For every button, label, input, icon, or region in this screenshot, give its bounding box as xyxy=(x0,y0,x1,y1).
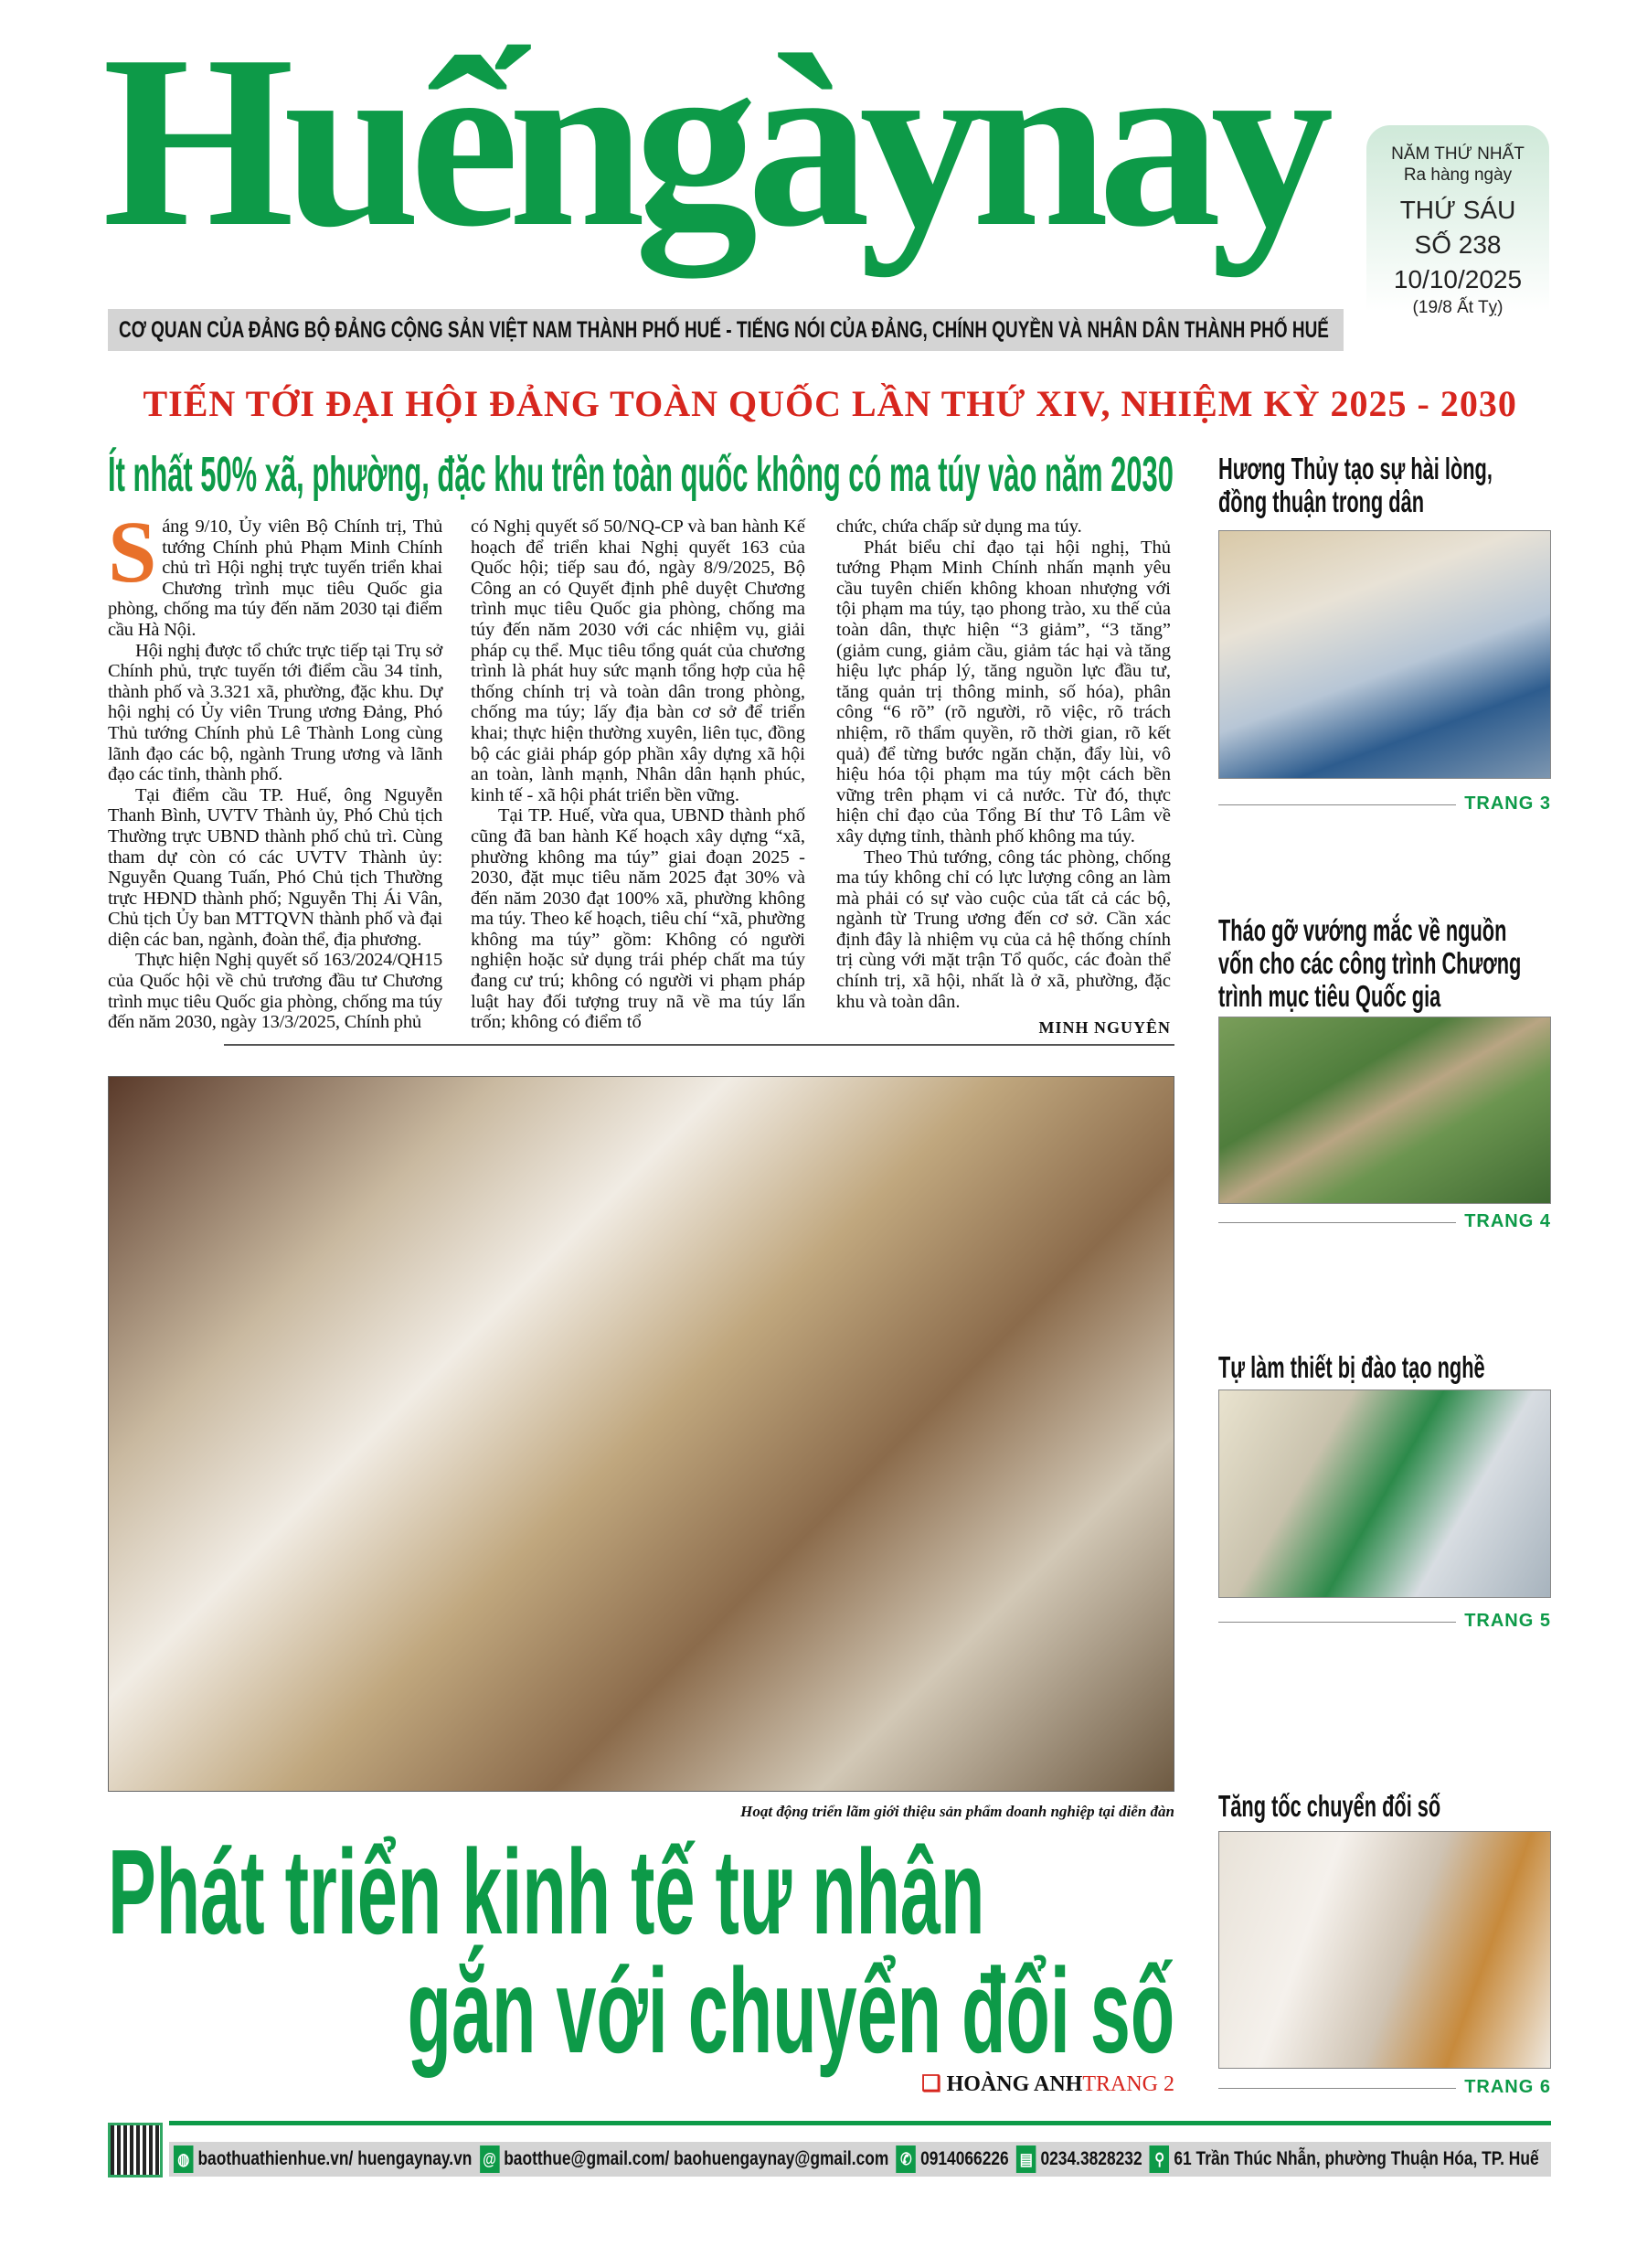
sidebar-page-link-4[interactable]: TRANG 4 xyxy=(1218,1211,1551,1233)
supertitle-text: TIẾN TỚI ĐẠI HỘI ĐẢNG TOÀN QUỐC LẦN THỨ XIV, NHIỆM KỲ 2025 - 2030 xyxy=(143,383,1517,424)
globe-icon: ◍ xyxy=(174,2146,194,2173)
footer-address: 61 Trần Thúc Nhẫn, phường Thuận Hóa, TP. Huế xyxy=(1174,2148,1539,2170)
paragraph: Hội nghị được tổ chức trực tiếp tại Trụ sở Chính phủ, trực tuyến tới điểm cầu 34 tỉnh, thành phố và 3.321 xã, phường, đặc khu. Dự hội nghị có Ủy viên Trung ương Đảng, Phó Thủ tướng Chính phủ Lê Thành Long cùng lãnh đạo các bộ, ngành Trung ương và lãnh đạo các tỉnh, thành phố. xyxy=(108,640,442,785)
divider xyxy=(224,1044,1174,1046)
issue-lunar-date: (19/8 Ất Tỵ) xyxy=(1412,298,1504,317)
footer-rule xyxy=(169,2121,1551,2125)
feature-photo[interactable] xyxy=(108,1076,1174,1792)
paragraph: chức, chứa chấp sử dụng ma túy. xyxy=(836,516,1082,537)
drop-cap: S xyxy=(108,503,157,601)
sidebar-photo-2[interactable] xyxy=(1218,1017,1551,1204)
headline-text: Tự làm thiết bị đào tạo nghề xyxy=(1218,1350,1485,1384)
feature-byline xyxy=(108,2071,1174,2097)
sidebar-photo-3[interactable] xyxy=(1218,1390,1551,1598)
at-icon: @ xyxy=(480,2146,500,2173)
tagline-text: CƠ QUAN CỦA ĐẢNG BỘ ĐẢNG CỘNG SẢN VIỆT NAM THÀNH PHỐ HUẾ - TIẾNG NÓI CỦA ĐẢNG, CHÍNH QUYỀN VÀ NHÂN DÂN THÀNH PHỐ HUẾ xyxy=(119,317,1329,343)
location-pin-icon: ⚲ xyxy=(1150,2146,1170,2173)
byline-marker-icon: ❑ xyxy=(921,2072,941,2096)
footer-website[interactable]: baothuathienhue.vn/ huengaynay.vn xyxy=(197,2148,473,2170)
paragraph: Thực hiện Nghị quyết số 163/2024/QH15 của Quốc hội về chủ trương đầu tư Chương trình mục tiêu Quốc gia phòng, chống ma túy đến năm 2030, ngày 13/3/2025, Chính phủ xyxy=(108,950,442,1033)
feature-author: HOÀNG ANH xyxy=(946,2072,1083,2096)
paragraph: Tại điểm cầu TP. Huế, ông Nguyễn Thanh Bình, UVTV Thành ủy, Phó Chủ tịch Thường trực UBND thành phố chủ trì. Cùng tham dự còn có các UVTV Thành ủy: Nguyễn Quang Tuấn, Phó Chủ tịch Thường trực HĐND thành phố; Nguyễn Thị Ái Vân, Chủ tịch Ủy ban MTTQVN thành phố và đại diện các ban, ngành, đoàn thể, địa phương. xyxy=(108,784,442,950)
feature-title-line-2[interactable] xyxy=(108,1943,1175,2078)
title-text: Phát triển kinh tế tư nhân xyxy=(108,1825,985,1959)
paragraph: Tại TP. Huế, vừa qua, UBND thành phố cũng đã ban hành Kế hoạch xây dựng “xã, phường không ma túy” giai đoạn 2025 - 2030, đặt mục tiêu năm 2025 đạt 30% và đến năm 2030 đạt 100% xã, phường không ma túy. Theo kế hoạch, tiêu chí “xã, phường không ma túy” gồm: Không có người nghiện hoặc sử dụng trái phép chất ma túy đang cư trú; không có người vi phạm pháp luật hay đối tượng truy nã về ma túy lẩn trốn; không có điểm tổ xyxy=(471,805,805,1033)
issue-year: NĂM THỨ NHẤT xyxy=(1391,144,1525,164)
sidebar-page-link-5[interactable]: TRANG 5 xyxy=(1218,1611,1551,1633)
sidebar-page-link-6[interactable]: TRANG 6 xyxy=(1218,2077,1551,2099)
sidebar-headline-3[interactable] xyxy=(1218,1351,1551,1384)
qr-code[interactable] xyxy=(108,2123,163,2177)
lead-column-1 xyxy=(108,503,442,1033)
sidebar-page-link-3[interactable]: TRANG 3 xyxy=(1218,793,1551,815)
paragraph: áng 9/10, Ủy viên Bộ Chính trị, Thủ tướng Chính phủ Phạm Minh Chính chủ trì Hội nghị trực tuyến triển khai Chương trình mục tiêu Quốc gia phòng, chống ma túy đến năm 2030 tại điểm cầu Hà Nội. xyxy=(108,516,442,640)
lead-headline-text: Ít nhất 50% xã, phường, đặc khu trên toàn quốc không có ma túy vào năm 2030 xyxy=(108,447,1174,502)
sidebar-headline-1[interactable] xyxy=(1218,453,1551,518)
paragraph: Phát biểu chỉ đạo tại hội nghị, Thủ tướng Phạm Minh Chính nhấn mạnh yêu cầu tuyên chiến không khoan nhượng với tội phạm ma túy, tạo phong trào, xu thế của toàn dân, thực hiện “3 giảm”, “3 tăng” (giảm cung, giảm cầu, giảm tác hại và tăng hiệu lực pháp lý, tăng nguồn lực đầu tư, tăng quản trị thông minh, số hóa), phân công “6 rõ” (rõ người, rõ việc, rõ trách nhiệm, rõ thẩm quyền, rõ thời gian, rõ kết quả) để từng bước ngăn chặn, đẩy lùi, vô hiệu hóa tội phạm ma túy một cách bền vững trên phạm vi cả nước. Từ đó, thực hiện chỉ đạo của Tổng Bí thư Tô Lâm về xây dựng tỉnh, thành phố không ma túy. xyxy=(836,537,1171,847)
footer-contact-row xyxy=(169,2142,1542,2177)
headline-text: Tháo gỡ vướng mắc về nguồn vốn cho các công trình Chương trình mục tiêu Quốc gia xyxy=(1218,913,1522,1013)
sidebar-photo-4[interactable] xyxy=(1218,1831,1551,2069)
lead-column-2 xyxy=(471,516,805,1033)
title-text: gắn với chuyển đổi số xyxy=(407,1943,1175,2078)
supertitle xyxy=(108,382,1552,425)
photo-caption: Hoạt động triển lãm giới thiệu sản phẩm doanh nghiệp tại diễn đàn xyxy=(740,1803,1174,1820)
issue-weekday: THỨ SÁU xyxy=(1399,196,1516,224)
paragraph: có Nghị quyết số 50/NQ-CP và ban hành Kế hoạch để triển khai Nghị quyết 163 của Quốc hội; tiếp sau đó, ngày 8/9/2025, Bộ Công an có Quyết định phê duyệt Chương trình mục tiêu Quốc gia phòng, chống ma túy đến năm 2030 với các nhiệm vụ, giải pháp cụ thể. Mục tiêu tổng quát của chương trình là phát huy sức mạnh tổng hợp của hệ thống chính trị và toàn dân trong phòng, chống ma túy; lấy địa bàn cơ sở để triển khai; thực hiện thường xuyên, liên tục, đồng bộ các giải pháp góp phần xây dựng xã hội an toàn, lành mạnh, Nhân dân hạnh phúc, kinh tế - xã hội phát triển bền vững. xyxy=(471,516,805,805)
footer-email[interactable]: baotthue@gmail.com/ baohuengaynay@gmail.com xyxy=(504,2148,889,2170)
masthead-logo xyxy=(102,5,1341,293)
lead-column-3 xyxy=(836,516,1171,1038)
issue-date: 10/10/2025 xyxy=(1393,265,1523,293)
footer-fax: 0234.3828232 xyxy=(1040,2148,1142,2170)
issue-number: SỐ 238 xyxy=(1414,230,1502,259)
sidebar-photo-1[interactable] xyxy=(1218,530,1551,779)
footer-contact-bar xyxy=(169,2142,1551,2177)
lead-headline[interactable] xyxy=(108,446,1177,503)
fax-icon: ▤ xyxy=(1016,2146,1036,2173)
headline-text: Hương Thủy tạo sự hài lòng, đồng thuận trong dân xyxy=(1218,452,1493,518)
issue-info-box xyxy=(1366,125,1549,345)
masthead-tagline xyxy=(108,309,1344,351)
sidebar-headline-2[interactable] xyxy=(1218,914,1551,1013)
footer-phone: 0914066226 xyxy=(920,2148,1009,2170)
feature-title-line-1[interactable] xyxy=(108,1825,1174,1959)
masthead-logo-text: Huếngàynay xyxy=(102,5,1323,278)
lead-author: MINH NGUYÊN xyxy=(1038,1018,1171,1038)
issue-frequency: Ra hàng ngày xyxy=(1403,165,1513,185)
headline-text: Tăng tốc chuyển đổi số xyxy=(1218,1789,1441,1823)
phone-icon: ✆ xyxy=(897,2146,917,2173)
paragraph: Theo Thủ tướng, công tác phòng, chống ma túy không chỉ có lực lượng công an làm mà phải có sự vào cuộc của tất cả các bộ, ngành từ Trung ương đến cơ sở. Cần xác định đây là nhiệm vụ của cả hệ thống chính trị cùng với mặt trận Tổ quốc, các đoàn thể chính trị, xã hội, nhất là ở xã, phường, đặc khu và toàn dân. xyxy=(836,847,1171,1012)
feature-page-link[interactable]: TRANG 2 xyxy=(1082,2072,1174,2096)
sidebar-headline-4[interactable] xyxy=(1218,1790,1551,1823)
